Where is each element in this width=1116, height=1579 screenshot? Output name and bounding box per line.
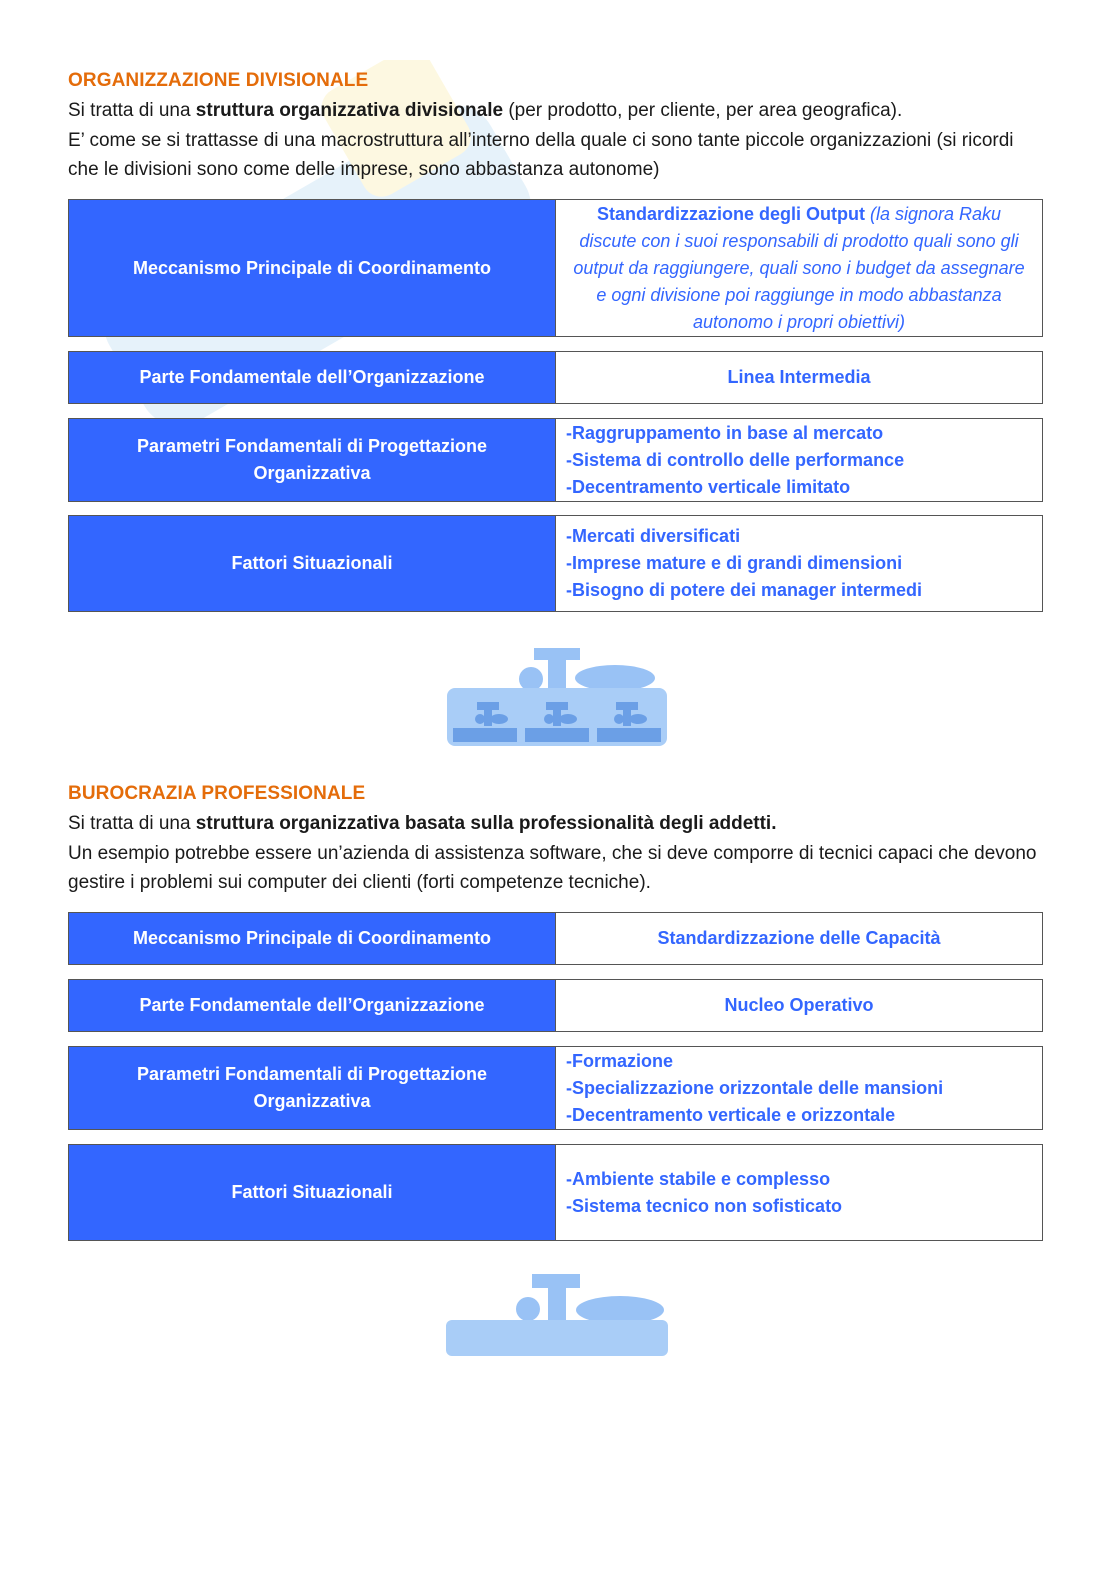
section-professional: [68, 783, 1043, 898]
row-value: Standardizzazione delle Capacità: [657, 928, 941, 948]
row-value: Linea Intermedia: [727, 367, 871, 387]
row-value-list: [556, 516, 1042, 611]
list-item: -Bisogno di potere dei manager intermedi: [566, 580, 923, 600]
row-label: Fattori Situazionali: [69, 1145, 556, 1240]
table-row: [68, 515, 1043, 612]
row-label: Fattori Situazionali: [69, 516, 556, 611]
table-row: [68, 418, 1043, 502]
list-item: -Ambiente stabile e complesso: [566, 1168, 831, 1189]
section-divisional: [68, 70, 1043, 185]
table-row: [68, 912, 1043, 965]
list-item: -Sistema di controllo delle performance: [566, 449, 905, 470]
description-paragraph: E’ come se si trattasse di una macrostruttura all’interno della quale ci sono tante piccole organizzazioni (si ricordi che le divisioni sono come delle imprese, sono abbastanza autonome): [68, 129, 1014, 180]
list-item: -Formazione: [566, 1050, 674, 1071]
list-item: -Specializzazione orizzontale delle mansioni: [566, 1077, 944, 1098]
list-item: -Decentramento verticale e orizzontale: [566, 1104, 896, 1125]
section-title: BUROCRAZIA PROFESSIONALE: [68, 783, 366, 804]
list-item: -Imprese mature e di grandi dimensioni: [566, 553, 903, 573]
intro-paragraph: Si tratta di una struttura organizzativa divisionale (per prodotto, per cliente, per area geografica).: [68, 100, 903, 121]
section-title: ORGANIZZAZIONE DIVISIONALE: [68, 70, 369, 91]
table-row: [68, 1046, 1043, 1130]
intro-paragraph: Si tratta di una struttura organizzativa basata sulla professionalità degli addetti.: [68, 813, 777, 834]
row-label: Parametri Fondamentali di Progettazione Organizzativa: [69, 419, 556, 501]
row-value: Standardizzazione degli Output (la signora Raku discute con i suoi responsabili di prodotto quali sono gli output da raggiungere, quali sono i budget da assegnare e ogni divisione poi raggiunge in modo abbastanza autonomo i propri obiettivi): [573, 203, 1025, 332]
list-item: -Mercati diversificati: [566, 526, 741, 546]
row-label: Parte Fondamentale dell’Organizzazione: [69, 980, 556, 1031]
divisional-structure-icon: [447, 648, 667, 746]
table-row: [68, 351, 1043, 404]
row-label: Meccanismo Principale di Coordinamento: [69, 913, 556, 964]
table-row: [68, 1144, 1043, 1241]
row-value-list: [556, 1047, 1042, 1129]
list-item: -Raggruppamento in base al mercato: [566, 422, 884, 443]
table-row: [68, 979, 1043, 1032]
list-item: -Decentramento verticale limitato: [566, 476, 851, 497]
list-item: -Sistema tecnico non sofisticato: [566, 1195, 843, 1216]
row-label: Parametri Fondamentali di Progettazione Organizzativa: [69, 1047, 556, 1129]
description-paragraph: Un esempio potrebbe essere un’azienda di assistenza software, che si deve comporre di tecnici capaci che devono gestire i problemi sui computer dei clienti (forti competenze tecniche).: [68, 842, 1037, 893]
row-value: Nucleo Operativo: [724, 995, 874, 1015]
professional-bureaucracy-icon: [446, 1274, 668, 1358]
row-value-list: [556, 419, 1042, 501]
row-label: Parte Fondamentale dell’Organizzazione: [69, 352, 556, 403]
row-label: Meccanismo Principale di Coordinamento: [69, 200, 556, 336]
row-value-list: [556, 1145, 1042, 1240]
table-row: [68, 199, 1043, 337]
